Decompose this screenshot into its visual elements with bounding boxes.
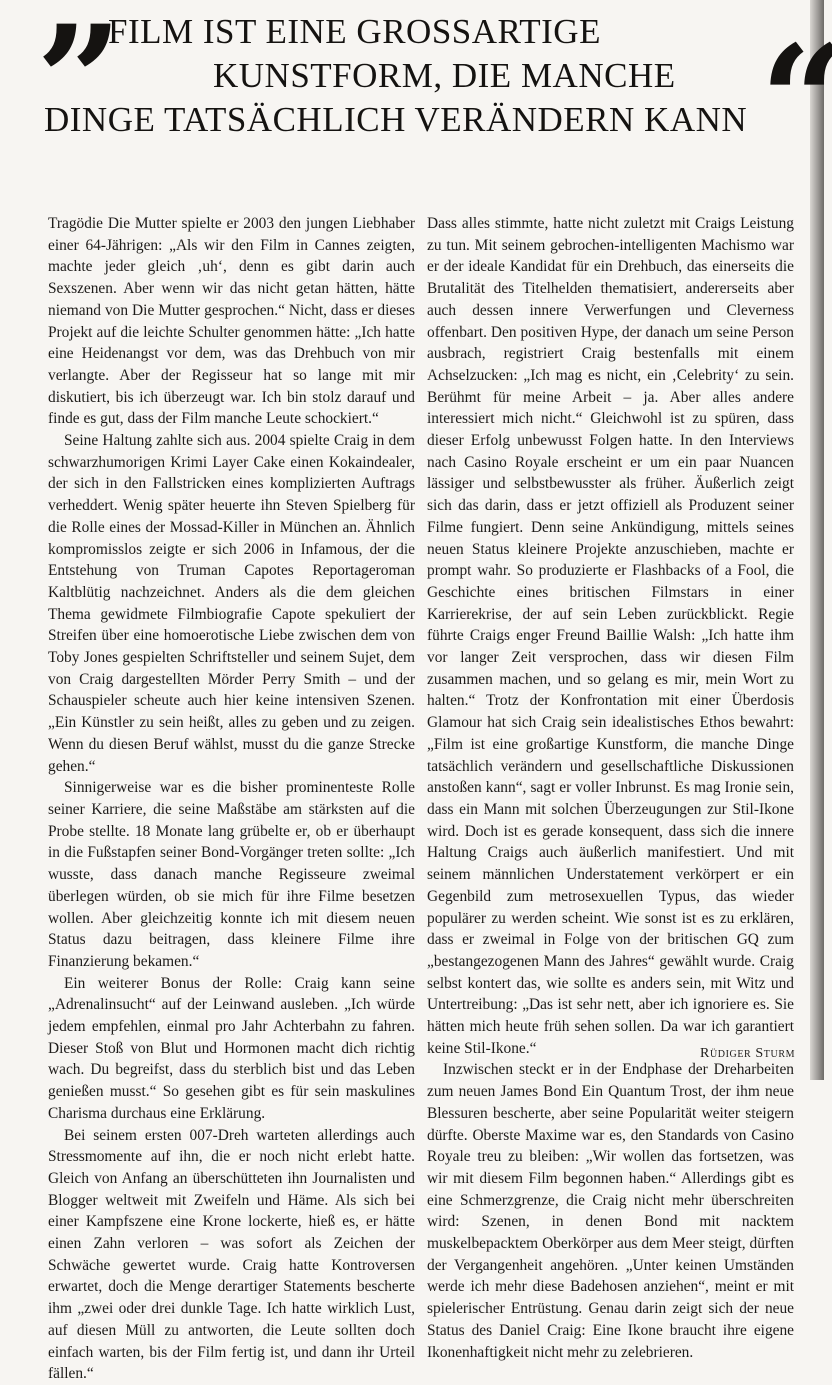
paragraph: Bei seinem ersten 007-Dreh warteten allerdings auch Stressmomente auf ihn, die er noch nicht erlebt hatte. Gleich von Anfang an überschütteten ihn Journalisten und Blogger weltweit mit Zweifeln und Häme. Als sich bei einer Kampfszene eine Krone lockerte, hieß es, er hätte einen Zahn verloren – was sofort als Zeichen der Schwäche gewertet wurde. Craig hatte Kontroversen erwartet, doch die Menge derartiger Statements bescherte ihm „zwei oder drei dunkle Tage. Ich hatte wirklich Lust, auf diesen Müll zu antworten, die Leute sollten doch einfach warten, bis der Film fertig ist, und dann ihr Urteil fällen.“ [48, 1126, 415, 1383]
paragraph: Inzwischen steckt er in der Endphase der Dreharbeiten zum neuen James Bond Ein Quantum Trost, der ihm neue Blessuren bescherte, aber seine Popularität weiter steigern dürfte. Oberste Maxime war es, den Standards von Casino Royale treu zu bleiben: „Wir wollen das fortsetzen, was wir mit diesem Film begonnen haben.“ Allerdings gibt es eine Schmerzgrenze, die Craig nicht mehr überschreiten wird: Szenen, in denen Bond mit nacktem muskelbepacktem Oberkörper aus dem Meer steigt, dürften der Vergangenheit angehören. „Unter keinen Umständen werde ich mehr diese Badehosen anziehen“, meint er mit spielerischer Entrüstung. Genau darin zeigt sich der neue Status des Daniel Craig: Eine Ikone braucht ihre eigene Ikonenhaftigkeit nicht mehr zu zelebrieren. [427, 1061, 794, 1361]
pull-quote-line-1: FILM IST EINE GROSSARTIGE [108, 12, 601, 51]
pull-quote [0, 0, 832, 189]
pull-quote-line-2: KUNSTFORM, DIE MANCHE [213, 56, 676, 95]
paragraph: Ein weiterer Bonus der Rolle: Craig kann seine „Adrenalinsucht“ auf der Leinwand ausleben. „Ich würde jedem empfehlen, einmal pro Jahr Achterbahn zu fahren. Dieser Stoß von Blut und Hormonen macht dich richtig wach. Du begreifst, dass du sterblich bist und das Leben genießen musst.“ So gesehen gibt es für sein maskulines Charisma durchaus eine Erklärung. [48, 974, 415, 1122]
article-column-left [48, 213, 415, 1385]
author-byline: Rüdiger Sturm [700, 1046, 796, 1061]
paragraph: Dass alles stimmte, hatte nicht zuletzt mit Craigs Leistung zu tun. Mit seinem gebrochen-intelligenten Machismo war er der ideale Kandidat für ein Drehbuch, das einerseits die Brutalität des Titelhelden thematisiert, andererseits aber auch dessen innere Verwerfungen und Cleverness offenbart. Den positiven Hype, der danach um seine Person ausbrach, registriert Craig bestenfalls mit einem Achselzucken: „Ich mag es nicht, ein ‚Celebrity‘ zu sein. Berühmt für meine Arbeit – ja. Aber alles andere interessiert mich nicht.“ Gleichwohl ist zu spüren, dass dieser Erfolg unbewusst Folgen hatte. In den Interviews nach Casino Royale erscheint er um ein paar Nuancen lässiger und selbstbewusster als früher. Äußerlich zeigt sich das darin, dass er jetzt offiziell als Produzent seiner Filme fungiert. Denn seine Ankündigung, mittels seines neuen Status kleinere Projekte anzuschieben, machte er prompt wahr. So produzierte er Flashbacks of a Fool, die Geschichte eines britischen Filmstars in einer Karrierekrise, der auf sein Leben zurückblickt. Regie führte Craigs enger Freund Baillie Walsh: „Ich hatte ihm vor langer Zeit versprochen, dass wir diesen Film zusammen machen, und so gelang es mir, mein Wort zu halten.“ Trotz der Konfrontation mit einer Überdosis Glamour hat sich Craig sein idealistisches Ethos bewahrt: „Film ist eine großartige Kunstform, die manche Dinge tatsächlich verändern und gesellschaftliche Diskussionen anstoßen kann“, sagt er voller Inbrunst. Es mag Ironie sein, dass ein Mann mit solchen Überzeugungen zur Stil-Ikone wird. Doch ist es gerade konsequent, dass sich die innere Haltung Craigs auch äußerlich manifestiert. Und mit seinem männlichen Understatement verkörpert er ein Gegenbild zum metrosexuellen Typus, das wieder populärer zu werden scheint. Wie sonst ist es zu erklären, dass er zweimal in Folge von der britischen GQ zum „bestangezogenen Mann des Jahres“ gewählt wurde. Craig selbst kontert das, wie sollte es anders sein, mit Witz und Untertreibung: „Das ist sehr nett, aber ich ignoriere es. Sie hätten mich heute früh sehen sollen. Da war ich garantiert keine Stil-Ikone.“ [427, 215, 794, 1057]
pull-quote-line-3: DINGE TATSÄCHLICH VERÄNDERN KANN [44, 100, 748, 139]
closing-quote-mark: “ [760, 13, 832, 189]
article-column-right [427, 213, 794, 1363]
paragraph: Tragödie Die Mutter spielte er 2003 den jungen Liebhaber einer 64-Jährigen: „Als wir den Film in Cannes zeigten, machte jeder gleich ‚uh‘, denn es gibt darin auch Sexszenen. Aber wenn wir das nicht getan hätten, hätte niemand von Die Mutter gesprochen.“ Nicht, dass er dieses Projekt auf die leichte Schulter genommen hätte: „Ich hatte eine Heidenangst vor dem, was das Drehbuch von mir verlangte. Aber der Regisseur hat so lange mit mir diskutiert, bis ich überzeugt war. Ich bin stolz darauf und finde es gut, dass der Film manche Leute schockiert.“ [48, 215, 415, 428]
opening-quote-mark: ” [36, 0, 109, 169]
paragraph: Sinnigerweise war es die bisher prominenteste Rolle seiner Karriere, die seine Maßstäbe am stärksten auf die Probe stellte. 18 Monate lang grübelte er, ob er überhaupt in die Fußstapfen seiner Bond-Vorgänger treten sollte: „Ich wusste, dass danach manche Regisseure zweimal überlegen würden, ob sie mich für ihre Filme besetzen wollen. Aber gleichzeitig konnte ich mit diesem neuen Status dazu beitragen, dass kleinere Filme ihre Finanzierung bekamen.“ [48, 779, 415, 970]
paragraph: Seine Haltung zahlte sich aus. 2004 spielte Craig in dem schwarzhumorigen Krimi Layer Cake einen Kokaindealer, der sich in den Fallstricken eines komplizierten Auftrags verheddert. Wenig später heuerte ihn Steven Spielberg für die Rolle eines der Mossad-Killer in München an. Ähnlich kompromisslos zeigte er sich 2006 in Infamous, der die Entstehung von Truman Capotes Reportageroman Kaltblütig nachzeichnet. Anders als die dem gleichen Thema gewidmete Filmbiografie Capote spekuliert der Streifen über eine homoerotische Liebe zwischen dem von Toby Jones gespielten Schriftsteller und seinem Sujet, dem von Craig dargestellten Mörder Perry Smith – und der Schauspieler scheute auch hier keine intensiven Szenen. „Ein Künstler zu sein heißt, alles zu geben und zu zeigen. Wenn du diesen Beruf wählst, musst du die ganze Strecke gehen.“ [48, 432, 415, 775]
